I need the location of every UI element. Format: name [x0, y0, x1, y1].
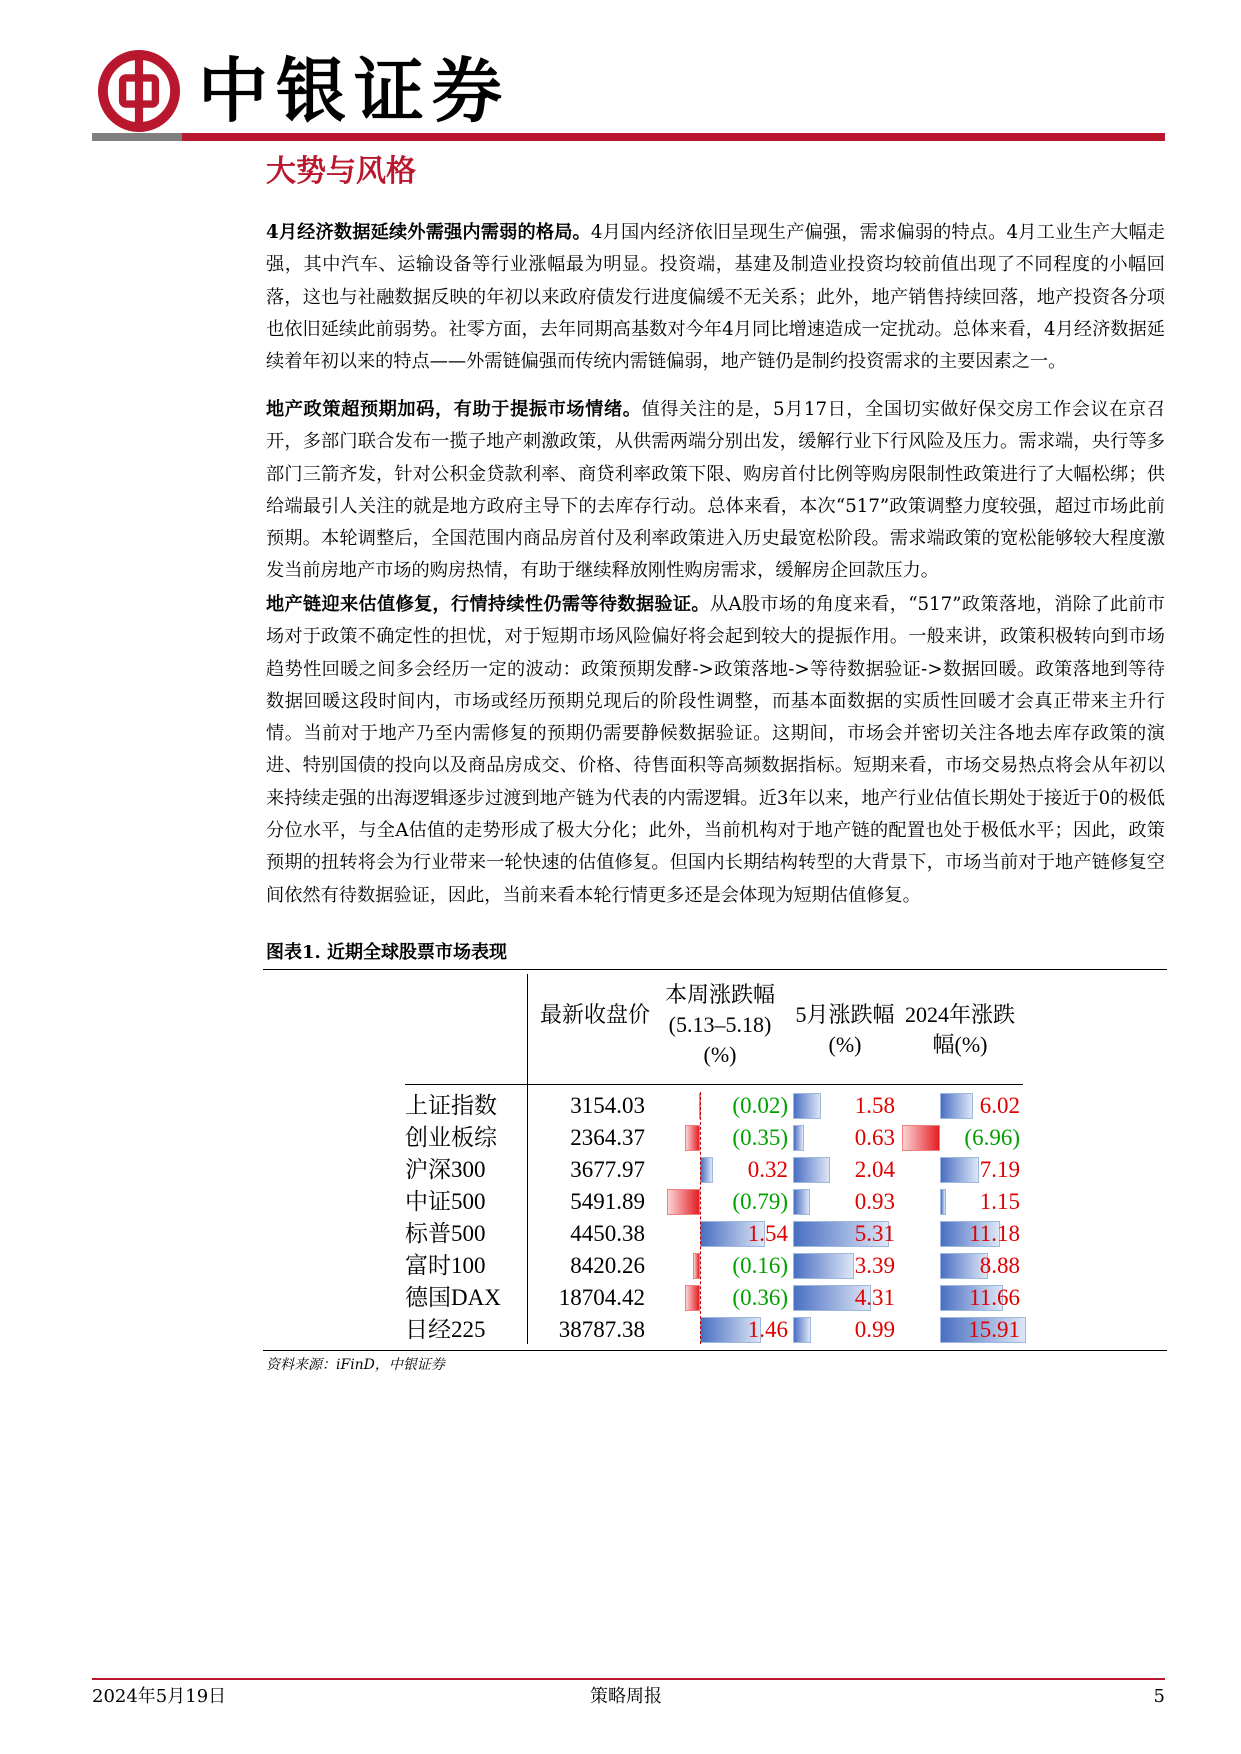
paragraph-property-policy	[266, 394, 1165, 588]
paragraph-lead: 地产政策超预期加码，有助于提振市场情绪。	[266, 399, 642, 420]
header-bar-gray	[92, 133, 182, 141]
value-week-6: (0.36)	[732, 1285, 788, 1310]
value-month-2: 2.04	[854, 1157, 895, 1182]
row-label-4: 标普500	[405, 1221, 486, 1246]
table-vertical-divider	[527, 974, 528, 1344]
figure-source: 资料来源：iFinD，中银证券	[266, 1357, 445, 1373]
week-zero-axis	[700, 1092, 701, 1344]
cell-close-7: 38787.38	[558, 1317, 645, 1342]
paragraph-body: 4月国内经济依旧呈现生产偏强，需求偏弱的特点。4月工业生产大幅走强，其中汽车、运输设备等行业涨幅最为明显。投资端，基建及制造业投资均较前值出现了不同程度的小幅回落，这也与社融数据反映的年初以来政府债发行进度偏缓不无关系；此外，地产销售持续回落，地产投资各分项也依旧延续此前弱势。社零方面，去年同期高基数对今年4月同比增速造成一定扰动。总体来看，4月经济数据延续着年初以来的特点——外需链偏强而传统内需链偏弱，地产链仍是制约投资需求的主要因素之一。	[266, 222, 1165, 373]
value-ytd-7: 15.91	[968, 1317, 1020, 1342]
value-ytd-3: 1.15	[979, 1189, 1020, 1214]
page-number: 5	[1153, 1686, 1165, 1707]
value-week-1: (0.35)	[732, 1125, 788, 1150]
figure-top-rule	[263, 969, 1167, 970]
value-month-5: 3.39	[854, 1253, 895, 1278]
footer-doc-type: 策略周报	[590, 1686, 662, 1707]
paragraph-body: 值得关注的是，5月17日，全国切实做好保交房工作会议在京召开，多部门联合发布一揽子地产刺激政策，从供需两端分别出发，缓解行业下行风险及压力。需求端，央行等多部门三箭齐发，针对公积金贷款利率、商贷利率政策下限、购房首付比例等购房限制性政策进行了大幅松绑；供给端最引人关注的就是地方政府主导下的去库存行动。总体来看，本次“517”政策调整力度较强，超过市场此前预期。本轮调整后，全国范围内商品房首付及利率政策进入历史最宽松阶段。需求端政策的宽松能够较大程度激发当前房地产市场的购房热情，有助于继续释放刚性购房需求，缓解房企回款压力。	[266, 399, 1165, 582]
col-header-ytd: 2024年涨跌幅(%)	[904, 1002, 1015, 1057]
brand-name: 中银证券	[198, 49, 510, 132]
paragraph-economic-data	[266, 217, 1165, 378]
value-month-7: 0.99	[854, 1317, 895, 1342]
row-label-7: 日经225	[405, 1317, 486, 1342]
cell-close-6: 18704.42	[558, 1285, 645, 1310]
section-title: 大势与风格	[266, 154, 416, 189]
bank-of-china-logo-icon	[98, 50, 180, 132]
value-week-7: 1.46	[747, 1317, 788, 1342]
value-week-2: 0.32	[747, 1157, 788, 1182]
row-label-2: 沪深300	[405, 1157, 486, 1182]
paragraph-valuation-repair	[266, 589, 1165, 912]
value-ytd-2: 7.19	[979, 1157, 1020, 1182]
figure-caption: 图表1. 近期全球股票市场表现	[266, 942, 508, 963]
col-header-week: 本周涨跌幅(5.13–5.18)(%)	[664, 982, 775, 1067]
table-header-divider	[405, 1084, 1023, 1085]
value-month-0: 1.58	[854, 1093, 895, 1118]
cell-close-5: 8420.26	[570, 1253, 645, 1278]
row-label-3: 中证500	[405, 1189, 486, 1214]
value-month-3: 0.93	[854, 1189, 895, 1214]
value-week-3: (0.79)	[732, 1189, 788, 1214]
value-week-4: 1.54	[747, 1221, 788, 1246]
value-ytd-1: (6.96)	[964, 1125, 1020, 1150]
value-ytd-4: 11.18	[969, 1221, 1020, 1246]
value-ytd-0: 6.02	[979, 1093, 1020, 1118]
value-month-6: 4.31	[854, 1285, 895, 1310]
value-ytd-6: 11.66	[969, 1285, 1020, 1310]
cell-close-3: 5491.89	[570, 1189, 645, 1214]
row-label-6: 德国DAX	[405, 1285, 501, 1310]
footer-rule	[92, 1678, 1165, 1680]
value-ytd-5: 8.88	[979, 1253, 1020, 1278]
col-header-month: 5月涨跌幅(%)	[795, 1002, 895, 1057]
cell-close-1: 2364.37	[570, 1125, 645, 1150]
paragraph-lead: 地产链迎来估值修复，行情持续性仍需等待数据验证。	[266, 594, 710, 615]
cell-close-0: 3154.03	[570, 1093, 645, 1118]
footer-date: 2024年5月19日	[92, 1686, 227, 1707]
value-month-4: 5.31	[854, 1221, 895, 1246]
value-week-5: (0.16)	[732, 1253, 788, 1278]
paragraph-body: 从A股市场的角度来看，“517”政策落地，消除了此前市场对于政策不确定性的担忧，对于短期市场风险偏好将会起到较大的提振作用。一般来讲，政策积极转向到市场趋势性回暖之间多会经历一定的波动：政策预期发酵->政策落地->等待数据验证->数据回暖。政策落地到等待数据回暖这段时间内，市场或经历预期兑现后的阶段性调整，而基本面数据的实质性回暖才会真正带来主升行情。当前对于地产乃至内需修复的预期仍需要静候数据验证。这期间，市场会并密切关注各地去库存政策的演进、特别国债的投向以及商品房成交、价格、待售面积等高频数据指标。短期来看，市场交易热点将会从年初以来持续走强的出海逻辑逐步过渡到地产链为代表的内需逻辑。近3年以来，地产行业估值长期处于接近于0的极低分位水平，与全A估值的走势形成了极大分化；此外，当前机构对于地产链的配置也处于极低水平；因此，政策预期的扭转将会为行业带来一轮快速的估值修复。但国内长期结构转型的大背景下，市场当前对于地产链修复空间依然有待数据验证，因此，当前来看本轮行情更多还是会体现为短期估值修复。	[266, 594, 1165, 906]
value-month-1: 0.63	[854, 1125, 895, 1150]
cell-close-2: 3677.97	[570, 1157, 645, 1182]
row-label-5: 富时100	[405, 1253, 486, 1278]
header-bar-red	[182, 133, 1165, 141]
paragraph-lead: 4月经济数据延续外需强内需弱的格局。	[266, 222, 591, 243]
col-header-close: 最新收盘价	[539, 1002, 650, 1027]
row-label-1: 创业板综	[405, 1125, 497, 1150]
figure-bottom-rule	[263, 1350, 1167, 1351]
row-label-0: 上证指数	[405, 1093, 497, 1118]
value-week-0: (0.02)	[732, 1093, 788, 1118]
cell-close-4: 4450.38	[570, 1221, 645, 1246]
